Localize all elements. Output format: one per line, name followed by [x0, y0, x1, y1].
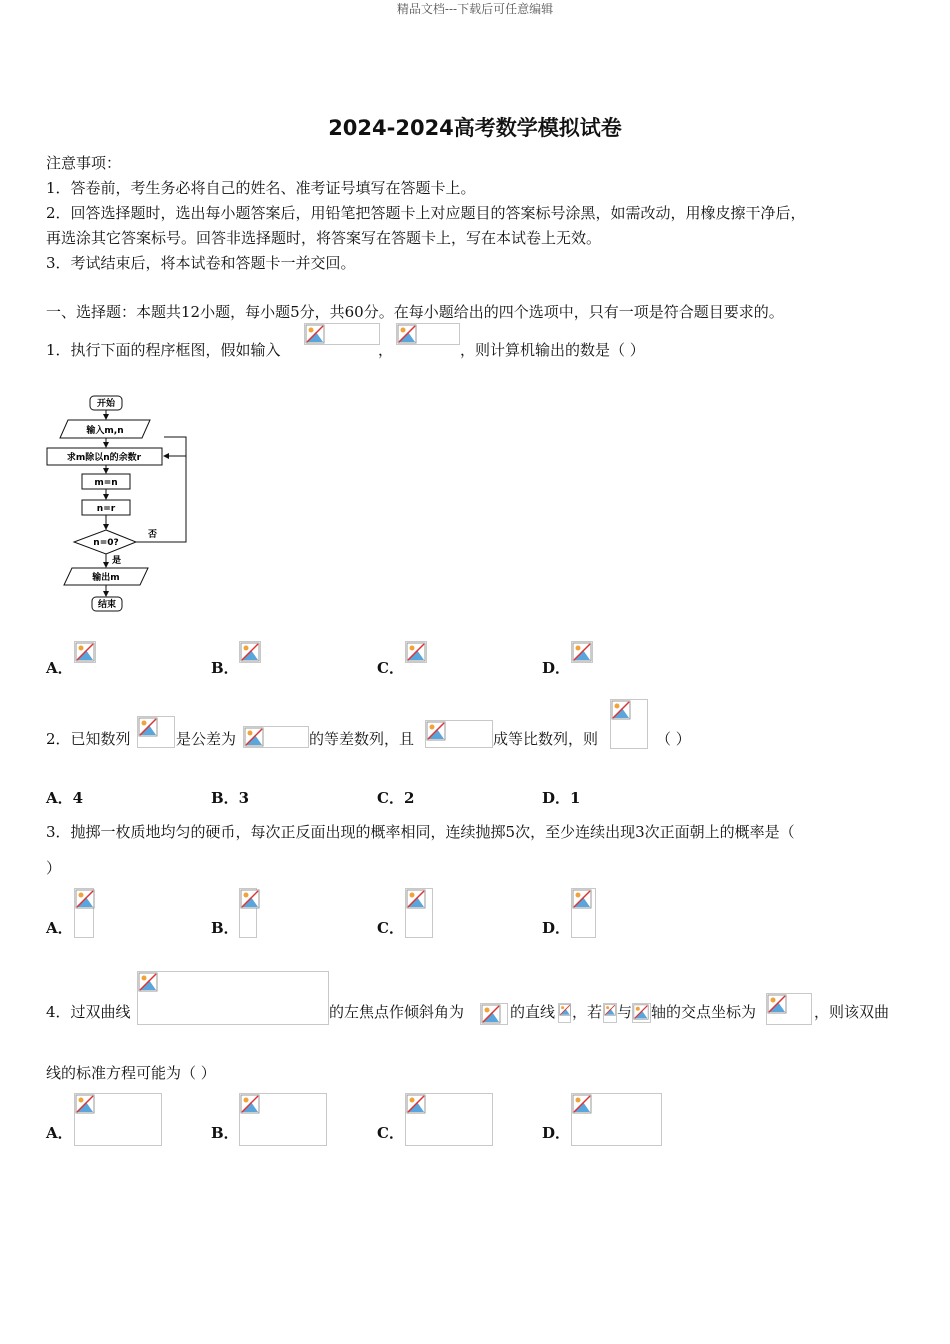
q2-option-d[interactable]: D．1: [542, 789, 581, 807]
q3-option-c[interactable]: C．: [377, 919, 404, 937]
q4-text: 4．过双曲线: [46, 1003, 131, 1021]
flow-no-label: 否: [148, 530, 158, 540]
q1-text-a: 1．执行下面的程序框图，假如输入: [46, 341, 281, 359]
q2-option-a[interactable]: A．4: [46, 789, 84, 807]
formula-image-icon: [558, 1003, 571, 1023]
q3-option-a[interactable]: A．: [46, 919, 73, 937]
q1-option-c[interactable]: C．: [377, 659, 404, 677]
formula-image-icon: [396, 323, 460, 345]
notice-item: 再选涂其它答案标号。回答非选择题时，将答案写在答题卡上，写在本试卷上无效。: [46, 229, 602, 247]
formula-image-icon: [243, 726, 309, 748]
q3-text: ）: [46, 859, 62, 877]
q2-text: 是公差为: [176, 730, 237, 748]
q2-option-c[interactable]: C．2: [377, 789, 415, 807]
q4-text: 的直线: [510, 1003, 556, 1021]
q4-option-d[interactable]: D．: [542, 1124, 571, 1142]
q2-text: 2．已知数列: [46, 730, 131, 748]
q2-text: 成等比数列，则: [493, 730, 599, 748]
page-title: 2024-2024高考数学模拟试卷: [328, 116, 622, 140]
formula-image-icon: [571, 1093, 662, 1146]
q1-option-a[interactable]: A．: [46, 659, 73, 677]
formula-image-icon: [137, 971, 329, 1025]
flow-input: 输入m,n: [86, 426, 124, 436]
section-heading: 一、选择题：本题共12小题，每小题5分，共60分。在每小题给出的四个选项中，只有一项是符合题目要求的。: [46, 303, 784, 321]
formula-image-icon: [74, 888, 94, 938]
q4-text: 轴的交点坐标为: [651, 1003, 757, 1021]
formula-image-icon: [571, 641, 593, 663]
q4-text: ，若: [572, 1003, 603, 1021]
q1-option-b[interactable]: B．: [211, 659, 239, 677]
q3-option-b[interactable]: B．: [211, 919, 239, 937]
formula-image-icon: [405, 641, 427, 663]
formula-image-icon: [603, 1003, 617, 1023]
notice-item: 2．回答选择题时，选出每小题答案后，用铅笔把答题卡上对应题目的答案标号涂黑，如需改动，用橡皮擦干净后，: [46, 204, 806, 222]
page-header: 精品文档---下载后可任意编辑: [396, 2, 554, 16]
formula-image-icon: [405, 888, 433, 938]
q2-option-b[interactable]: B．3: [211, 789, 250, 807]
flow-step3: n=r: [96, 504, 116, 514]
q2-text: （ ）: [656, 730, 691, 748]
q4-text: 与: [617, 1003, 633, 1021]
formula-image-icon: [766, 993, 812, 1025]
q1-comma: ，: [378, 341, 394, 359]
q1-text-b: ，则计算机输出的数是（ ）: [460, 341, 645, 359]
formula-image-icon: [405, 1093, 493, 1146]
formula-image-icon: [239, 1093, 327, 1146]
flow-step1: 求m除以n的余数r: [66, 453, 142, 463]
q4-option-b[interactable]: B．: [211, 1124, 239, 1142]
q1-option-d[interactable]: D．: [542, 659, 571, 677]
q4-option-a[interactable]: A．: [46, 1124, 73, 1142]
q3-text: 3．抛掷一枚质地均匀的硬币，每次正反面出现的概率相同，连续抛掷5次，至少连续出现3次正面朝上的概率是（: [46, 823, 795, 841]
formula-image-icon: [239, 888, 257, 938]
q4-text: 的左焦点作倾斜角为: [329, 1003, 465, 1021]
flow-yes-label: 是: [112, 556, 122, 566]
formula-image-icon: [137, 716, 175, 748]
notice-item: 1．答卷前，考生务必将自己的姓名、准考证号填写在答题卡上。: [46, 179, 476, 197]
flow-output: 输出m: [92, 573, 120, 583]
formula-image-icon: [632, 1003, 651, 1023]
flow-step2: m=n: [94, 478, 118, 488]
formula-image-icon: [304, 323, 380, 345]
notice-heading: 注意事项：: [46, 154, 122, 172]
flow-start: 开始: [96, 399, 116, 409]
q4-text: ，则该双曲: [814, 1003, 890, 1021]
formula-image-icon: [74, 1093, 162, 1146]
formula-image-icon: [74, 641, 96, 663]
formula-image-icon: [480, 1003, 508, 1025]
q3-option-d[interactable]: D．: [542, 919, 571, 937]
flowchart-diagram: [44, 392, 194, 616]
q2-text: 的等差数列，且: [309, 730, 415, 748]
notice-item: 3．考试结束后，将本试卷和答题卡一并交回。: [46, 254, 356, 272]
q4-text: 线的标准方程可能为（ ）: [46, 1064, 216, 1082]
flow-cond: n=0?: [93, 538, 119, 548]
formula-image-icon: [610, 699, 648, 749]
flow-end: 结束: [97, 600, 117, 610]
formula-image-icon: [239, 641, 261, 663]
formula-image-icon: [425, 720, 493, 748]
q4-option-c[interactable]: C．: [377, 1124, 404, 1142]
formula-image-icon: [571, 888, 596, 938]
